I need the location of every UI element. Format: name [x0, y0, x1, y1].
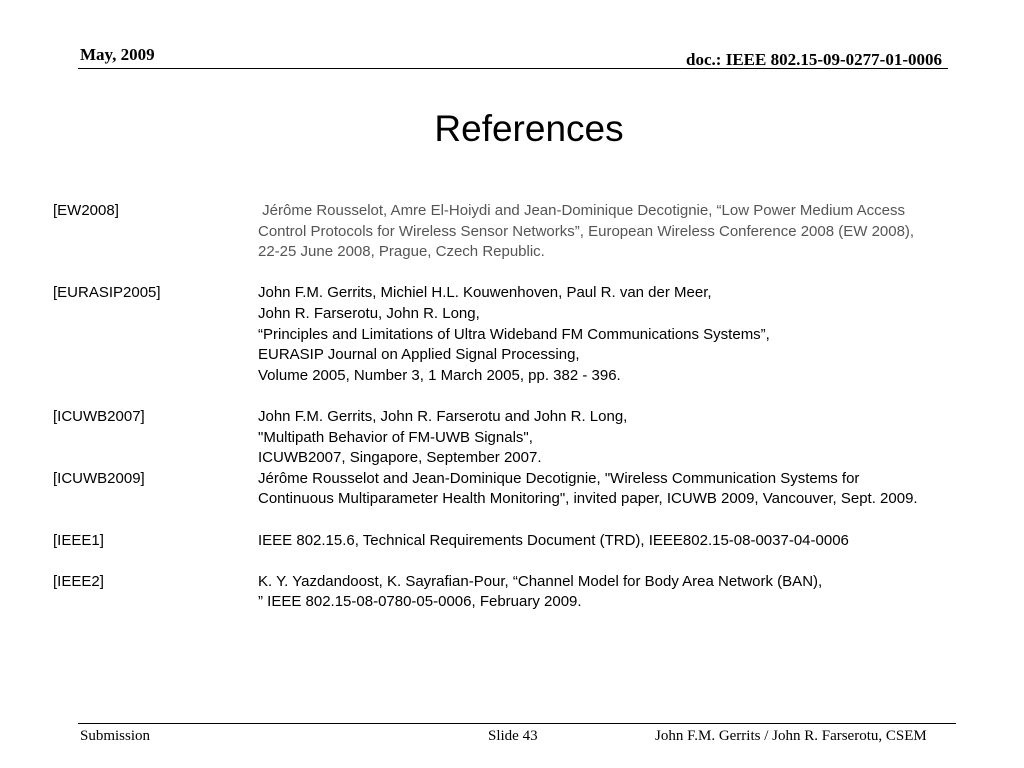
reference-key: [IEEE1]: [53, 531, 104, 549]
reference-key: [IEEE2]: [53, 572, 104, 590]
header-date: May, 2009: [80, 45, 155, 64]
reference-line: "Multipath Behavior of FM-UWB Signals",: [258, 428, 533, 446]
reference-key: [EW2008]: [53, 202, 119, 219]
reference-line: EURASIP Journal on Applied Signal Processing,: [258, 346, 580, 364]
reference-text: [258, 201, 1018, 263]
reference-line: 22-25 June 2008, Prague, Czech Republic.: [258, 243, 545, 261]
footer-divider: [78, 723, 956, 724]
reference-ieee2: [53, 572, 1018, 613]
reference-text: [258, 407, 1018, 469]
reference-key: [ICUWB2007]: [53, 407, 145, 425]
reference-text: [258, 531, 1018, 552]
reference-icuwb2007: [53, 407, 1018, 469]
header-divider: [78, 68, 948, 69]
reference-line: ICUWB2007, Singapore, September 2007.: [258, 449, 542, 467]
footer-submission: Submission: [80, 728, 151, 744]
reference-line: Control Protocols for Wireless Sensor Networks”, European Wireless Conference 2008 (EW 2008),: [258, 222, 915, 240]
reference-line: John F.M. Gerrits, Michiel H.L. Kouwenhoven, Paul R. van der Meer,: [258, 284, 712, 302]
reference-line: Jérôme Rousselot and Jean-Dominique Decotignie, "Wireless Communication Systems for: [258, 469, 860, 487]
reference-line: John F.M. Gerrits, John R. Farserotu and John R. Long,: [258, 407, 628, 425]
reference-line: K. Y. Yazdandoost, K. Sayrafian-Pour, “Channel Model for Body Area Network (BAN),: [258, 572, 823, 590]
reference-eurasip2005: [53, 283, 1018, 386]
reference-line: Jérôme Rousselot, Amre El-Hoiydi and Jean-Dominique Decotignie, “Low Power Medium Access: [258, 202, 905, 219]
slide-title: References: [434, 108, 624, 149]
reference-text: [258, 283, 1018, 386]
header-doc-id: doc.: IEEE 802.15-09-0277-01-0006: [686, 50, 942, 69]
footer-authors: John F.M. Gerrits / John R. Farserotu, CSEM: [655, 728, 927, 744]
reference-text: [258, 572, 1018, 613]
reference-ieee1: [53, 531, 1018, 552]
reference-ew2008: [53, 201, 1018, 263]
references-list: [53, 201, 1018, 613]
reference-text: [258, 469, 1018, 510]
reference-line: ” IEEE 802.15-08-0780-05-0006, February 2009.: [258, 593, 582, 611]
reference-line: Continuous Multiparameter Health Monitoring", invited paper, ICUWB 2009, Vancouver, Sept. 2009.: [258, 490, 918, 508]
reference-key: [EURASIP2005]: [53, 284, 161, 302]
reference-line: IEEE 802.15.6, Technical Requirements Document (TRD), IEEE802.15-08-0037-04-0006: [258, 531, 849, 549]
reference-line: Volume 2005, Number 3, 1 March 2005, pp. 382 - 396.: [258, 366, 621, 384]
reference-key: [ICUWB2009]: [53, 469, 145, 487]
footer-slide-number: Slide 43: [488, 728, 538, 744]
reference-line: John R. Farserotu, John R. Long,: [258, 304, 480, 322]
reference-line: “Principles and Limitations of Ultra Wideband FM Communications Systems”,: [258, 325, 770, 343]
reference-icuwb2009: [53, 469, 1018, 510]
